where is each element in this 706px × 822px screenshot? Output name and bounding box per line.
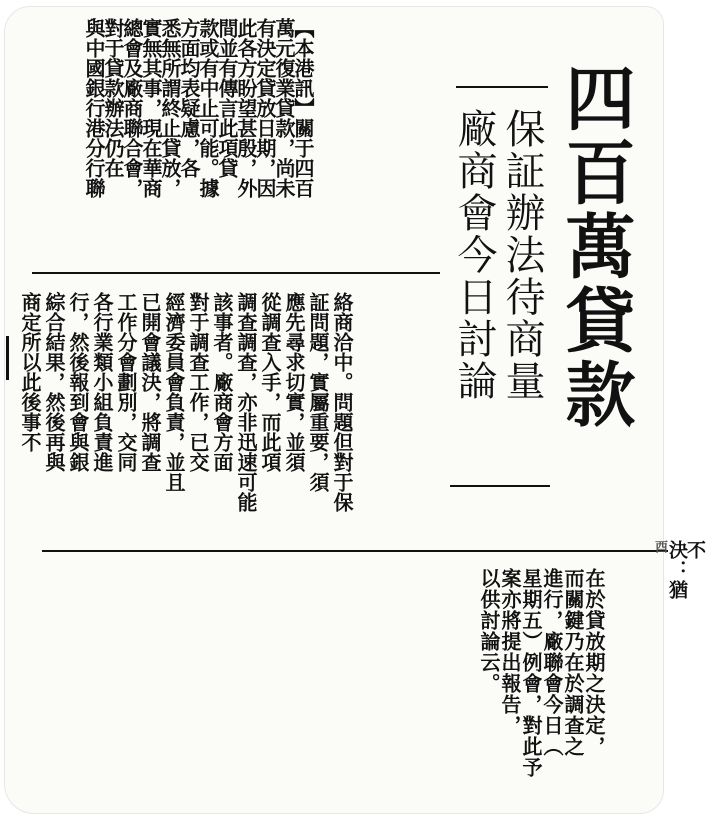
margin-mark xyxy=(6,336,9,380)
adjacent-article-fragment xyxy=(650,540,704,600)
body-middle-column: 經濟委員會負責，並且 xyxy=(162,292,186,492)
body-bottom-column: 以供討論云。 xyxy=(477,568,501,694)
body-middle-column: 工作分會劃別，交同 xyxy=(114,292,138,472)
body-middle-column: 該事者。廠商會方面 xyxy=(210,292,234,472)
body-bottom-column: 星期五）例會，對此予 xyxy=(519,568,543,778)
body-top-column: 總會及廠商聯合會， xyxy=(120,18,144,198)
body-middle-column: 從調查入手，而此項 xyxy=(258,292,282,472)
body-top-column: 款或有中止可能。據 xyxy=(196,18,220,198)
body-top-column: 萬元復業貸款，尚未 xyxy=(272,18,296,198)
body-middle-column: 應先尋求切實，並須 xyxy=(282,292,306,472)
body-bottom-block xyxy=(478,568,604,778)
body-top-column: 對于貸款辦法仍在 xyxy=(101,18,125,178)
fragment-column: 不 xyxy=(684,540,706,560)
top-block-rule xyxy=(32,272,440,274)
body-bottom-column: 案亦將提出報告， xyxy=(498,568,522,736)
body-middle-column: 絡商洽中。問題但對于保 xyxy=(330,292,354,512)
middle-block-rule xyxy=(42,550,668,552)
subheadline-line-1: 保証辦法待商量 xyxy=(499,108,545,402)
body-top-block xyxy=(82,18,315,198)
body-bottom-column: 在於貸放期之決定， xyxy=(582,568,606,757)
body-middle-column: 綜合結果，然後再與 xyxy=(42,292,66,472)
subheadline xyxy=(450,108,546,402)
body-middle-column: 對于調查工作，已交 xyxy=(186,292,210,472)
body-top-column: 實無其事，現在華商 xyxy=(139,18,163,198)
body-top-column: 悉無所謂終止貸放， xyxy=(158,18,182,198)
body-bottom-column: 而關鍵乃在於調查之 xyxy=(561,568,585,757)
subheadline-top-rule xyxy=(456,86,548,88)
body-top-column: 間並有傳言此項貸 xyxy=(215,18,239,178)
body-middle-column: 調查調查，亦非迅速可能 xyxy=(234,292,258,512)
body-middle-column: 商定所以此後事不 xyxy=(18,292,42,452)
body-bottom-column: 進行，廠聯會今日（ xyxy=(540,568,564,757)
subheadline-line-2: 廠商會今日討論 xyxy=(451,108,497,402)
body-middle-column: 各行業類小組負責進 xyxy=(90,292,114,472)
body-middle-block xyxy=(18,292,354,512)
body-top-column: 與中國銀行港分行聯 xyxy=(82,18,106,198)
body-top-column: 【本港訊】關于四百 xyxy=(291,18,315,198)
headline: 四百萬貸款 xyxy=(554,62,636,432)
body-middle-column: 行，然後報到會與銀 xyxy=(66,292,90,472)
fragment-column: 決：猶 xyxy=(666,540,688,600)
subheadline-bottom-rule xyxy=(450,485,550,487)
body-top-column: 有決定貸放日期，因 xyxy=(253,18,277,198)
body-top-column: 此各方盼望甚殷，外 xyxy=(234,18,258,198)
fragment-column: 酉 xyxy=(652,540,667,554)
body-middle-column: 証問題，實屬重要，須 xyxy=(306,292,330,492)
body-middle-column: 已開會議決，將調查 xyxy=(138,292,162,472)
body-top-column: 方面均表疑慮，各 xyxy=(177,18,201,178)
